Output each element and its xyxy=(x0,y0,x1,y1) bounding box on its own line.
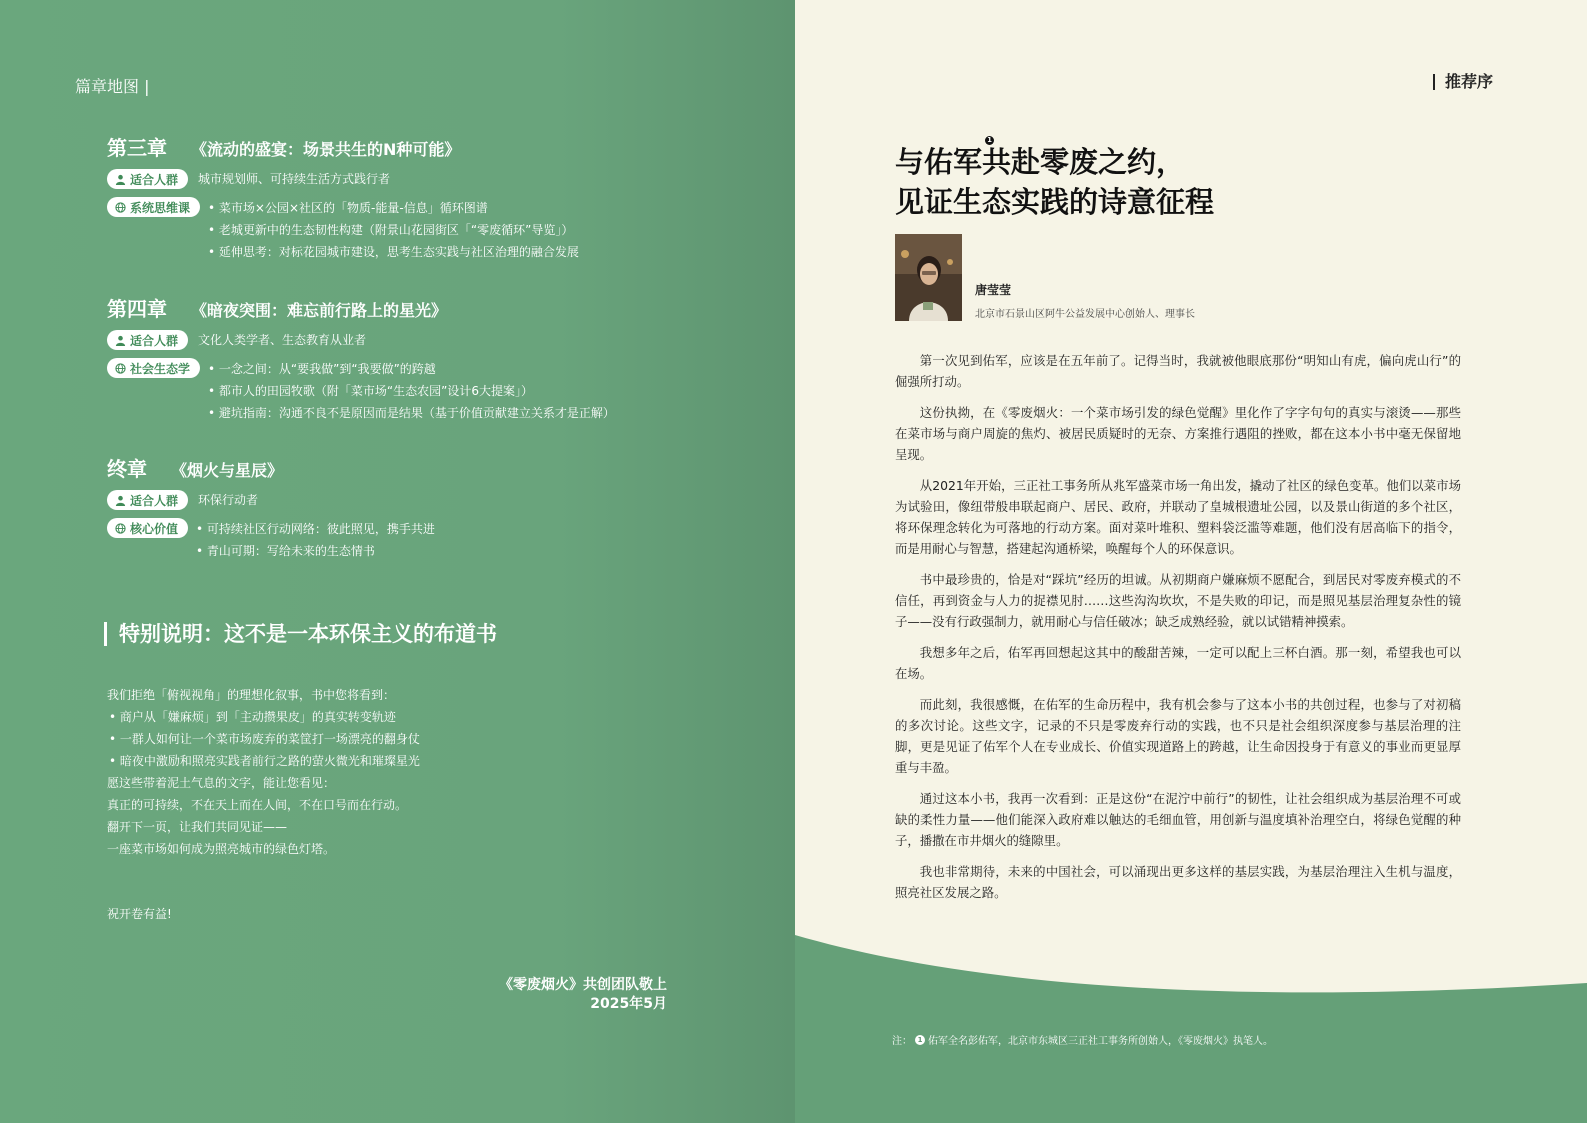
intro-line: 真正的可持续，不在天上而在人间，不在口号而在行动。 xyxy=(107,798,408,812)
chapter-book-title: 《暗夜突围：难忘前行路上的星光》 xyxy=(191,301,448,320)
audience-text: 环保行动者 xyxy=(198,493,259,507)
tag-label: 核心价值 xyxy=(130,521,179,536)
chapter-number: 第三章 xyxy=(107,136,167,160)
globe-icon xyxy=(115,202,126,213)
tag-row xyxy=(107,197,767,263)
body-paragraph: 而此刻，我很感慨，在佑军的生命历程中，我有机会参与了这本小书的共创过程，也参与了对初稿的多次讨论。这些文字，记录的不只是零废弃行动的实践，也不只是社会组织深度参与基层治理的注脚，更是见证了佑军个人在专业成长、价值实现道路上的跨越，让生命因投身于有意义的事业而更显厚重与丰盈。 xyxy=(895,697,1461,775)
intro-bullet: • 一群人如何让一个菜市场废弃的菜筐打一场漂亮的翻身仗 xyxy=(109,732,420,746)
chapter-heading xyxy=(107,132,767,161)
closing-greeting: 祝开卷有益! xyxy=(107,907,172,921)
tag-pill xyxy=(107,358,200,378)
audience-pill xyxy=(107,169,188,189)
body-paragraph: 第一次见到佑军，应该是在五年前了。记得当时，我就被他眼底那份“明知山有虎，偏向虎山行”的倔强所打动。 xyxy=(895,353,1461,389)
signature-date: 2025年5月 xyxy=(590,996,667,1012)
audience-text: 文化人类学者、生态教育从业者 xyxy=(198,333,367,347)
chapter-bullets xyxy=(208,358,615,424)
bullet-item: • 避坑指南：沟通不良不是原因而是结果（基于价值贡献建立关系才是正解） xyxy=(208,402,615,424)
intro-bullet: • 商户从「嫌麻烦」到「主动攒果皮」的真实转变轨迹 xyxy=(109,710,396,724)
chapter-bullets xyxy=(196,518,435,562)
audience-text: 城市规划师、可持续生活方式践行者 xyxy=(198,172,391,186)
foreword-body xyxy=(895,350,1461,913)
tag-row xyxy=(107,518,767,562)
signature-team: 《零废烟火》共创团队敬上 xyxy=(499,977,667,993)
body-paragraph: 我想多年之后，佑军再回想起这其中的酸甜苦辣，一定可以配上三杯白酒。那一刻，希望我也可以在场。 xyxy=(895,645,1461,681)
chapter-number: 第四章 xyxy=(107,297,167,321)
footnote xyxy=(892,1032,1273,1047)
footer-wave xyxy=(795,923,1587,1123)
signature-block xyxy=(499,976,667,1014)
audience-row xyxy=(107,169,767,189)
running-head-left: 篇章地图 | xyxy=(75,77,150,96)
audience-pill xyxy=(107,330,188,350)
body-paragraph: 从2021年开始，三正社工事务所从兆军盛菜市场一角出发，撬动了社区的绿色变革。他们以菜市场为试验田，像纽带般串联起商户、居民、政府，并联动了皇城根遗址公园，以及景山街道的多个社区，将环保理念转化为可落地的行动方案。面对菜叶堆积、塑料袋泛滥等难题，他们没有居高临下的指令，而是用耐心与智慧，搭建起沟通桥梁，唤醒每个人的环保意识。 xyxy=(895,478,1461,556)
audience-row xyxy=(107,330,767,350)
chapter-final xyxy=(107,453,767,562)
person-icon xyxy=(115,335,126,346)
chapter-three xyxy=(107,132,767,263)
footnote-text: 佑军全名彭佑军，北京市东城区三正社工事务所创始人，《零废烟火》执笔人。 xyxy=(928,1036,1273,1047)
chapter-book-title: 《流动的盛宴：场景共生的N种可能》 xyxy=(191,140,461,159)
running-head-right: 推荐序 xyxy=(1433,74,1493,90)
tag-pill xyxy=(107,518,188,538)
author-portrait xyxy=(895,234,962,321)
audience-label: 适合人群 xyxy=(130,172,179,187)
footnote-prefix: 注： xyxy=(892,1036,912,1047)
title-line-2: 见证生态实践的诗意征程 xyxy=(895,185,1215,219)
bullet-item: • 老城更新中的生态韧性构建（附景山花园街区「“零废循环”导览」） xyxy=(208,219,579,241)
chapter-book-title: 《烟火与星辰》 xyxy=(171,461,284,480)
intro-bullet: • 暗夜中激励和照亮实践者前行之路的萤火微光和璀璨星光 xyxy=(109,754,420,768)
person-icon xyxy=(115,495,126,506)
body-paragraph: 通过这本小书，我再一次看到：正是这份“在泥泞中前行”的韧性，让社会组织成为基层治理不可或缺的柔性力量——他们能深入政府难以触达的毛细血管，用创新与温度填补治理空白，将绿色觉醒的种子，播撒在市井烟火的缝隙里。 xyxy=(895,791,1461,848)
body-paragraph: 书中最珍贵的，恰是对“踩坑”经历的坦诚。从初期商户嫌麻烦不愿配合，到居民对零废弃模式的不信任，再到资金与人力的捉襟见肘……这些沟沟坎坎，不是失败的印记，而是照见基层治理复杂性的镜子——没有行政强制力，就用耐心与信任破冰；缺乏成熟经验，就以试错精神摸索。 xyxy=(895,572,1461,629)
bullet-item: • 一念之间：从“要我做”到“我要做”的跨越 xyxy=(208,358,615,380)
bullet-item: • 都市人的田园牧歌（附「菜市场“生态农园”设计6大提案」） xyxy=(208,380,615,402)
globe-icon xyxy=(115,523,126,534)
intro-line: 翻开下一页，让我们共同见证—— xyxy=(107,820,288,834)
special-note-heading: 特别说明：这不是一本环保主义的布道书 xyxy=(104,622,497,646)
audience-pill xyxy=(107,490,188,510)
intro-line: 我们拒绝「俯视视角」的理想化叙事，书中您将看到： xyxy=(107,688,396,702)
chapter-heading xyxy=(107,453,767,482)
tag-pill xyxy=(107,197,200,217)
chapter-number: 终章 xyxy=(107,457,147,481)
bullet-item: • 青山可期：写给未来的生态情书 xyxy=(196,540,435,562)
chapter-four xyxy=(107,293,767,424)
author-photo xyxy=(895,234,962,321)
body-paragraph: 我也非常期待，未来的中国社会，可以涌现出更多这样的基层实践，为基层治理注入生机与温度，照亮社区发展之路。 xyxy=(895,864,1461,900)
author-role: 北京市石景山区阿牛公益发展中心创始人、理事长 xyxy=(975,309,1195,320)
audience-label: 适合人群 xyxy=(130,333,179,348)
intro-line: 愿这些带着泥土气息的文字，能让您看见： xyxy=(107,776,336,790)
footnote-marker: 1 xyxy=(985,136,994,145)
chapter-bullets xyxy=(208,197,579,263)
foreword-title xyxy=(895,136,1215,222)
right-page xyxy=(795,0,1587,1123)
audience-label: 适合人群 xyxy=(130,493,179,508)
audience-row xyxy=(107,490,767,510)
tag-label: 系统思维课 xyxy=(130,200,191,215)
bullet-item: • 可持续社区行动网络：彼此照见，携手共进 xyxy=(196,518,435,540)
bullet-item: • 菜市场×公园×社区的「物质-能量-信息」循环图谱 xyxy=(208,197,579,219)
body-paragraph: 这份执拗，在《零废烟火：一个菜市场引发的绿色觉醒》里化作了字字句句的真实与滚烫——那些在菜市场与商户周旋的焦灼、被居民质疑时的无奈、方案推行遇阻的挫败，都在这本小书中毫无保留地呈现。 xyxy=(895,405,1461,462)
bullet-item: • 延伸思考：对标花园城市建设，思考生态实践与社区治理的融合发展 xyxy=(208,241,579,263)
globe-icon xyxy=(115,363,126,374)
intro-line: 一座菜市场如何成为照亮城市的绿色灯塔。 xyxy=(107,842,336,856)
tag-label: 社会生态学 xyxy=(130,361,191,376)
footnote-number: 1 xyxy=(915,1035,925,1045)
chapter-heading xyxy=(107,293,767,322)
special-note-body xyxy=(107,684,707,860)
author-name: 唐莹莹 xyxy=(975,283,1012,297)
title-line-1: 与佑军共赴零废之约， xyxy=(895,145,1186,179)
tag-row xyxy=(107,358,767,424)
person-icon xyxy=(115,174,126,185)
